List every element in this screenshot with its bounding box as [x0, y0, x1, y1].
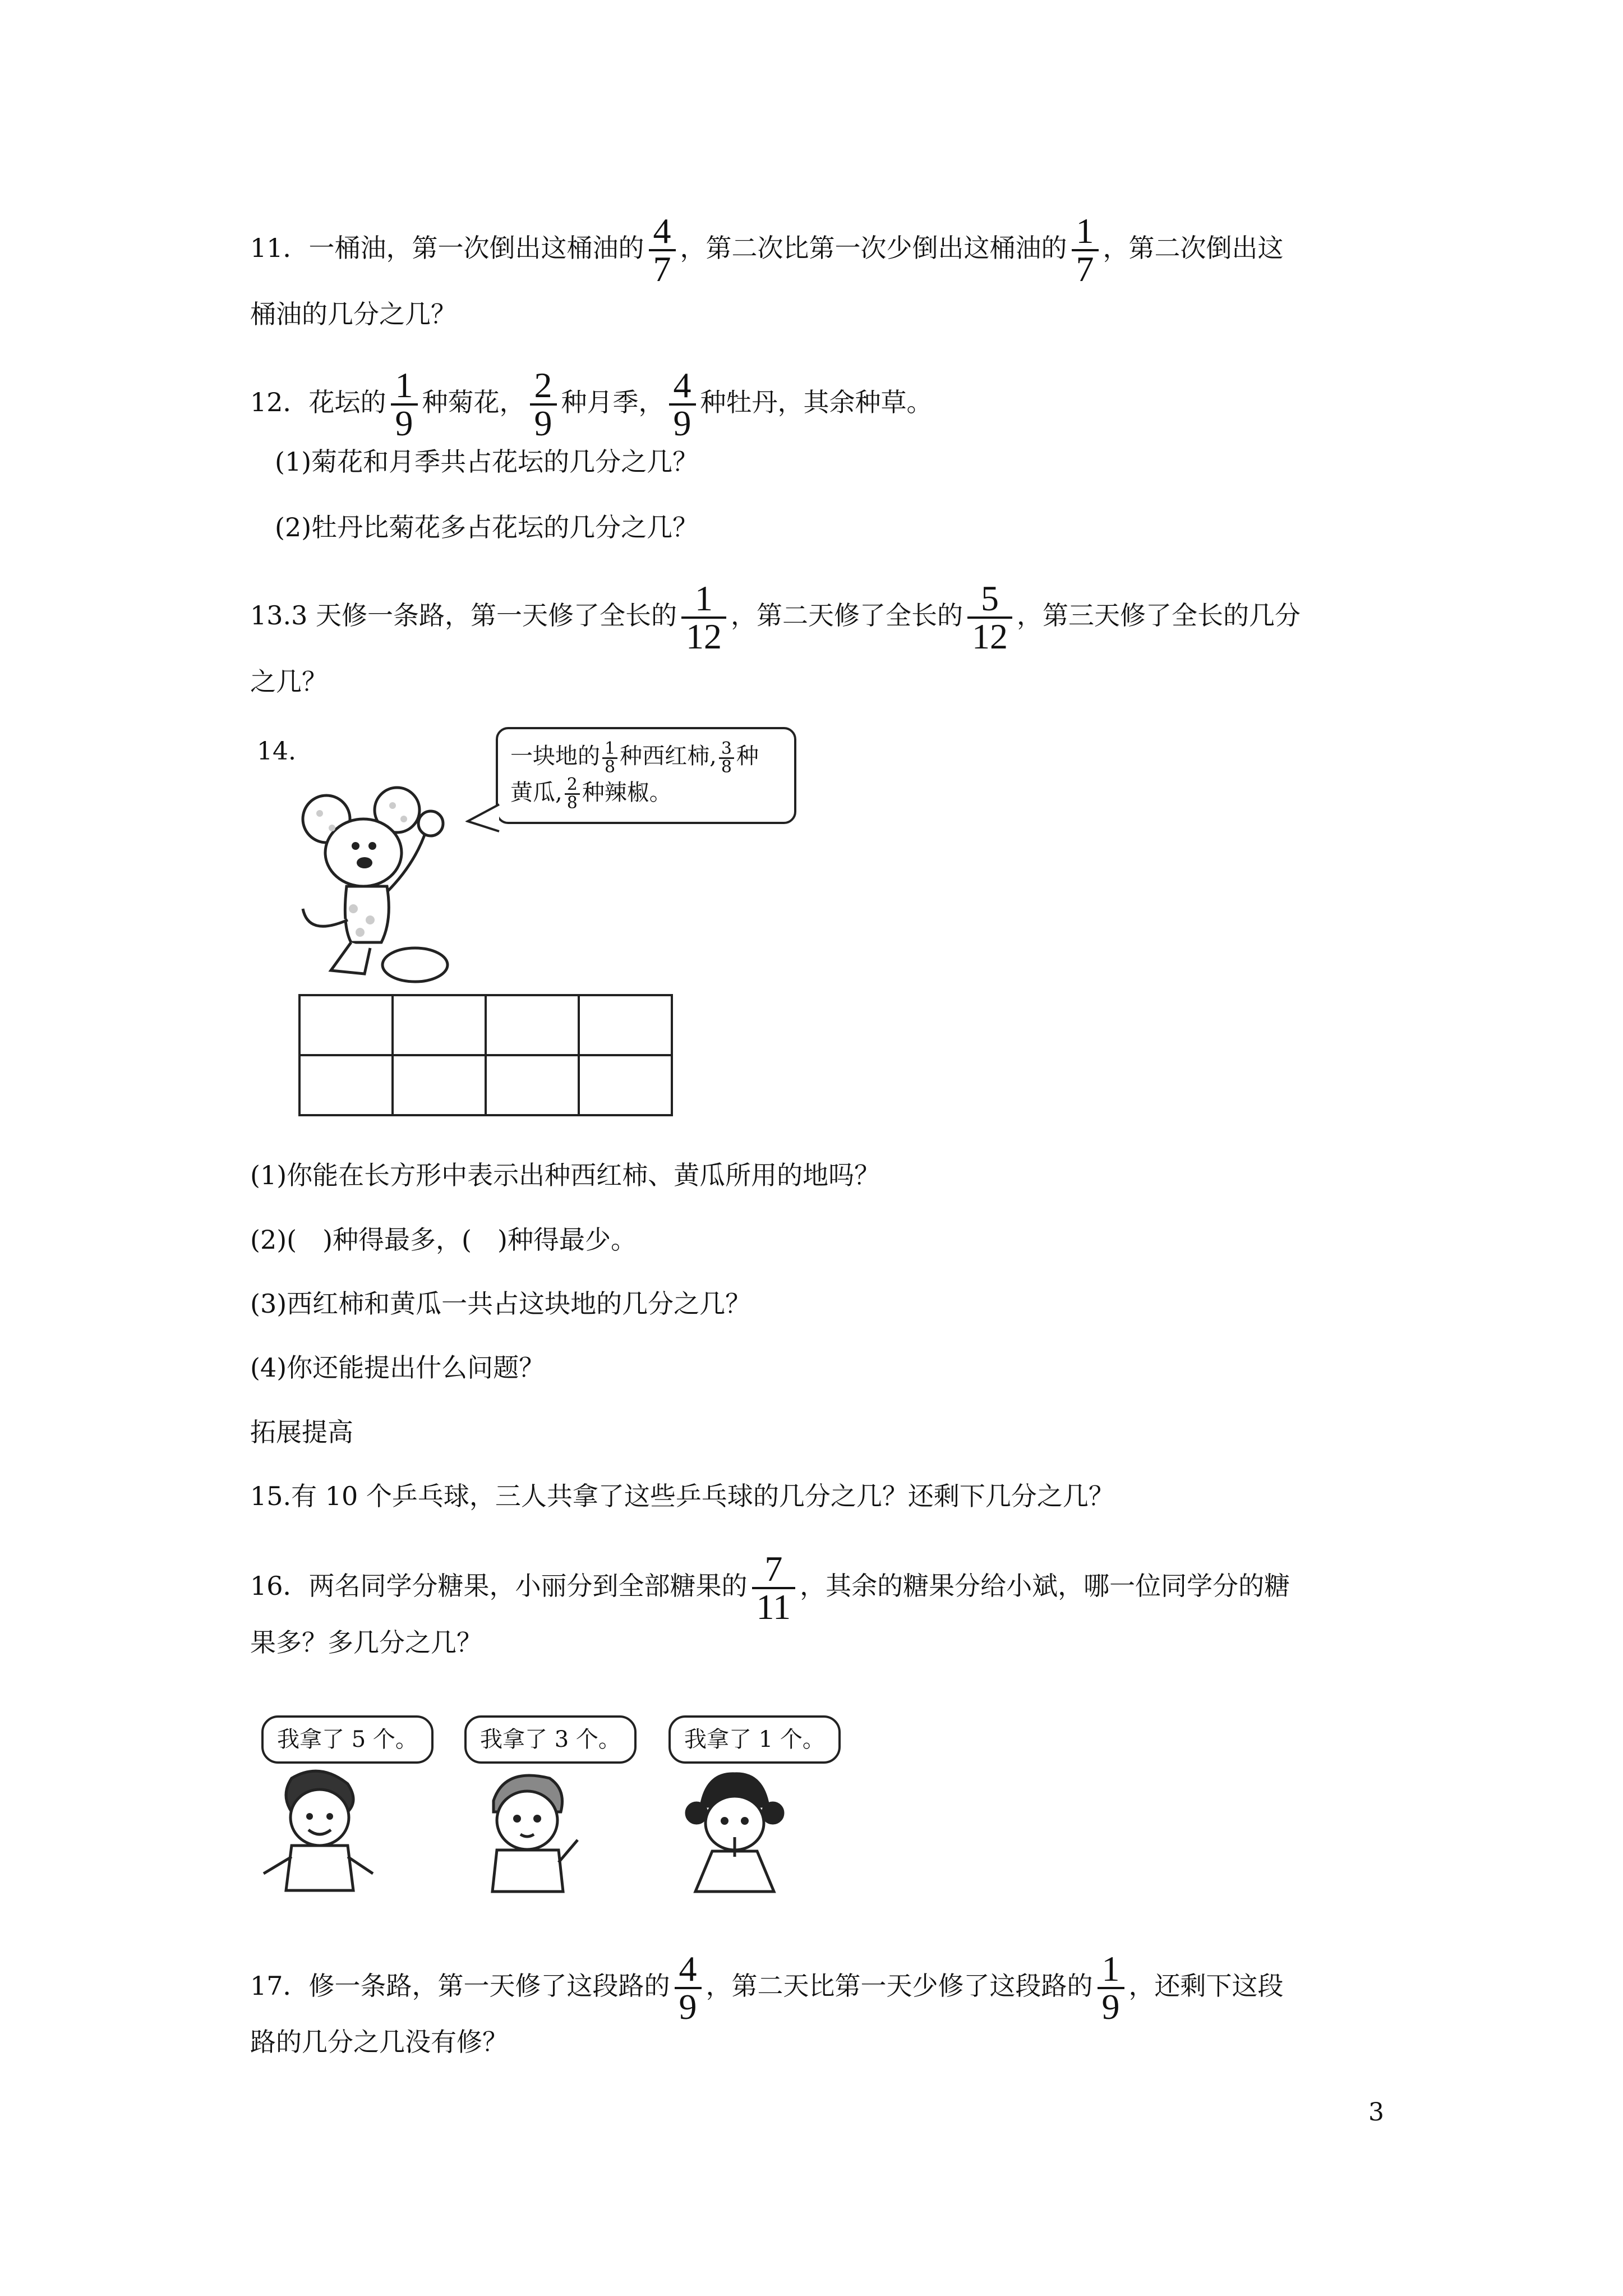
cartoon-mouse-illustration	[297, 774, 465, 987]
q12-sub1: (1)菊花和月季共占花坛的几分之几？	[275, 447, 699, 477]
numerator: 1	[391, 367, 418, 406]
grid-row	[299, 995, 672, 1055]
denominator: 11	[756, 1587, 791, 1627]
q17-text-a: 17．修一条路，第一天修了这段路的	[250, 1971, 670, 2001]
bubble-text-c: 种	[736, 743, 759, 769]
q16-line2: 果多？多几分之几？	[250, 1627, 482, 1658]
q14-sub2: (2)( )种得最多，( )种得最少。	[250, 1225, 637, 1255]
numerator: 2	[565, 776, 580, 795]
denominator: 9	[534, 403, 552, 443]
q16-text-a: 16．两名同学分糖果，小丽分到全部糖果的	[250, 1571, 748, 1601]
numerator: 1	[602, 740, 617, 759]
q14-sub4: (4)你还能提出什么问题？	[250, 1352, 545, 1383]
q12-text-c: 种月季，	[561, 387, 665, 417]
boy-1-illustration	[252, 1767, 387, 1896]
q13-text-c: ，第三天修了全长的几分	[1017, 600, 1301, 631]
bubble-text-d: 黄瓜,	[510, 779, 562, 806]
q16-fraction-1	[752, 1551, 796, 1625]
bubble-fraction-3	[565, 776, 580, 812]
bubble-fraction-2	[719, 740, 734, 776]
q16-text-b: ，其余的糖果分给小斌，哪一位同学分的糖	[800, 1571, 1290, 1601]
q17-fraction-2	[1098, 1951, 1124, 2025]
numerator: 5	[967, 581, 1012, 619]
q13-fraction-2	[967, 578, 1012, 656]
mouse-glove	[418, 811, 443, 836]
denominator: 7	[653, 249, 671, 289]
numerator: 3	[719, 740, 734, 759]
q12-text-a: 12．花坛的	[250, 387, 386, 417]
q17-line2: 路的几分之几没有修？	[250, 2027, 508, 2057]
denominator: 9	[673, 403, 691, 443]
q11-text-a: 11．一桶油，第一次倒出这桶油的	[250, 233, 644, 263]
numerator: 4	[675, 1951, 702, 1989]
q14-speech-bubble	[496, 727, 796, 824]
grid-cell[interactable]	[299, 1055, 393, 1115]
q17-text-c: ，还剩下这段	[1128, 1971, 1284, 2001]
boy-2-illustration	[460, 1767, 594, 1896]
q14-bubble-line2	[510, 776, 782, 812]
bubble-text-e: 种辣椒。	[582, 779, 672, 806]
q16-line1	[250, 1551, 1394, 1625]
q15-text: 15.有 10 个乒乓球，三人共拿了这些乒乓球的几分之几？还剩下几分之几？	[250, 1481, 1114, 1511]
denominator: 8	[566, 793, 578, 813]
mouse-left-leg	[331, 942, 370, 974]
denominator: 12	[686, 616, 722, 656]
bubble-fraction-1	[602, 740, 617, 776]
denominator: 8	[605, 757, 616, 777]
numerator: 7	[752, 1551, 796, 1589]
denominator: 7	[1076, 249, 1094, 289]
q14-sub3: (3)西红柿和黄瓜一共占这块地的几分之几？	[250, 1289, 751, 1319]
q11-text-c: ，第二次倒出这	[1103, 233, 1284, 263]
grid-cell[interactable]	[486, 995, 579, 1055]
bubble-text-b: 种西红柿,	[620, 743, 717, 769]
q13-text-a: 13.3 天修一条路，第一天修了全长的	[250, 600, 677, 631]
q11-line2: 桶油的几分之几？	[250, 299, 457, 329]
kid3-speech-bubble: 我拿了 1 个。	[668, 1715, 841, 1764]
numerator: 4	[669, 367, 696, 406]
q14-bubble-line1	[510, 739, 782, 776]
q12-fraction-1	[391, 367, 418, 441]
q11-fraction-1	[649, 213, 676, 287]
q17-text-b: ，第二天比第一天少修了这段路的	[706, 1971, 1093, 2001]
section-title: 拓展提高	[250, 1417, 353, 1447]
denominator: 8	[721, 757, 732, 777]
grid-cell[interactable]	[486, 1055, 579, 1115]
grid-cell[interactable]	[299, 995, 393, 1055]
kid2-speech-bubble: 我拿了 3 个。	[464, 1715, 637, 1764]
denominator: 9	[1101, 1987, 1120, 2027]
numerator: 1	[681, 581, 726, 619]
q12-text-b: 种菊花，	[422, 387, 525, 417]
q11-fraction-2	[1072, 213, 1099, 287]
bubble-tail	[465, 802, 505, 836]
girl-illustration	[667, 1767, 802, 1896]
q17-line1	[250, 1951, 1394, 2025]
kid1-speech-bubble: 我拿了 5 个。	[261, 1715, 434, 1764]
grid-cell[interactable]	[579, 1055, 672, 1115]
q12-text-d: 种牡丹，其余种草。	[700, 387, 933, 417]
numerator: 1	[1098, 1951, 1124, 1989]
grid-cell[interactable]	[393, 1055, 486, 1115]
numerator: 1	[1072, 213, 1099, 251]
q13-fraction-1	[681, 578, 726, 656]
q14-rectangle-grid[interactable]	[298, 994, 673, 1116]
bubble-text-a: 一块地的	[510, 743, 600, 769]
q12-fraction-2	[530, 367, 557, 441]
mouse-tail	[303, 909, 348, 926]
mouse-body	[345, 886, 389, 942]
page-number: 3	[1368, 2098, 1384, 2127]
denominator: 9	[679, 1987, 697, 2027]
q14-sub1: (1)你能在长方形中表示出种西红柿、黄瓜所用的地吗？	[250, 1160, 880, 1190]
q13-line1	[250, 578, 1394, 656]
q14-number: 14.	[257, 737, 296, 766]
grid-cell[interactable]	[579, 995, 672, 1055]
numerator: 2	[530, 367, 557, 406]
grid-row	[299, 1055, 672, 1115]
q12-fraction-3	[669, 367, 696, 441]
mouse-shoe	[382, 948, 448, 982]
q12-line1	[250, 367, 1394, 441]
mouse-head	[325, 819, 402, 886]
q12-sub2: (2)牡丹比菊花多占花坛的几分之几？	[275, 512, 699, 542]
grid-cell[interactable]	[393, 995, 486, 1055]
numerator: 4	[649, 213, 676, 251]
q17-fraction-1	[675, 1951, 702, 2025]
q11-line1	[250, 213, 1394, 287]
denominator: 9	[395, 403, 413, 443]
denominator: 12	[972, 616, 1008, 656]
q11-text-b: ，第二次比第一次少倒出这桶油的	[680, 233, 1067, 263]
q13-text-b: ，第二天修了全长的	[731, 600, 963, 631]
q13-line2: 之几？	[250, 666, 328, 697]
